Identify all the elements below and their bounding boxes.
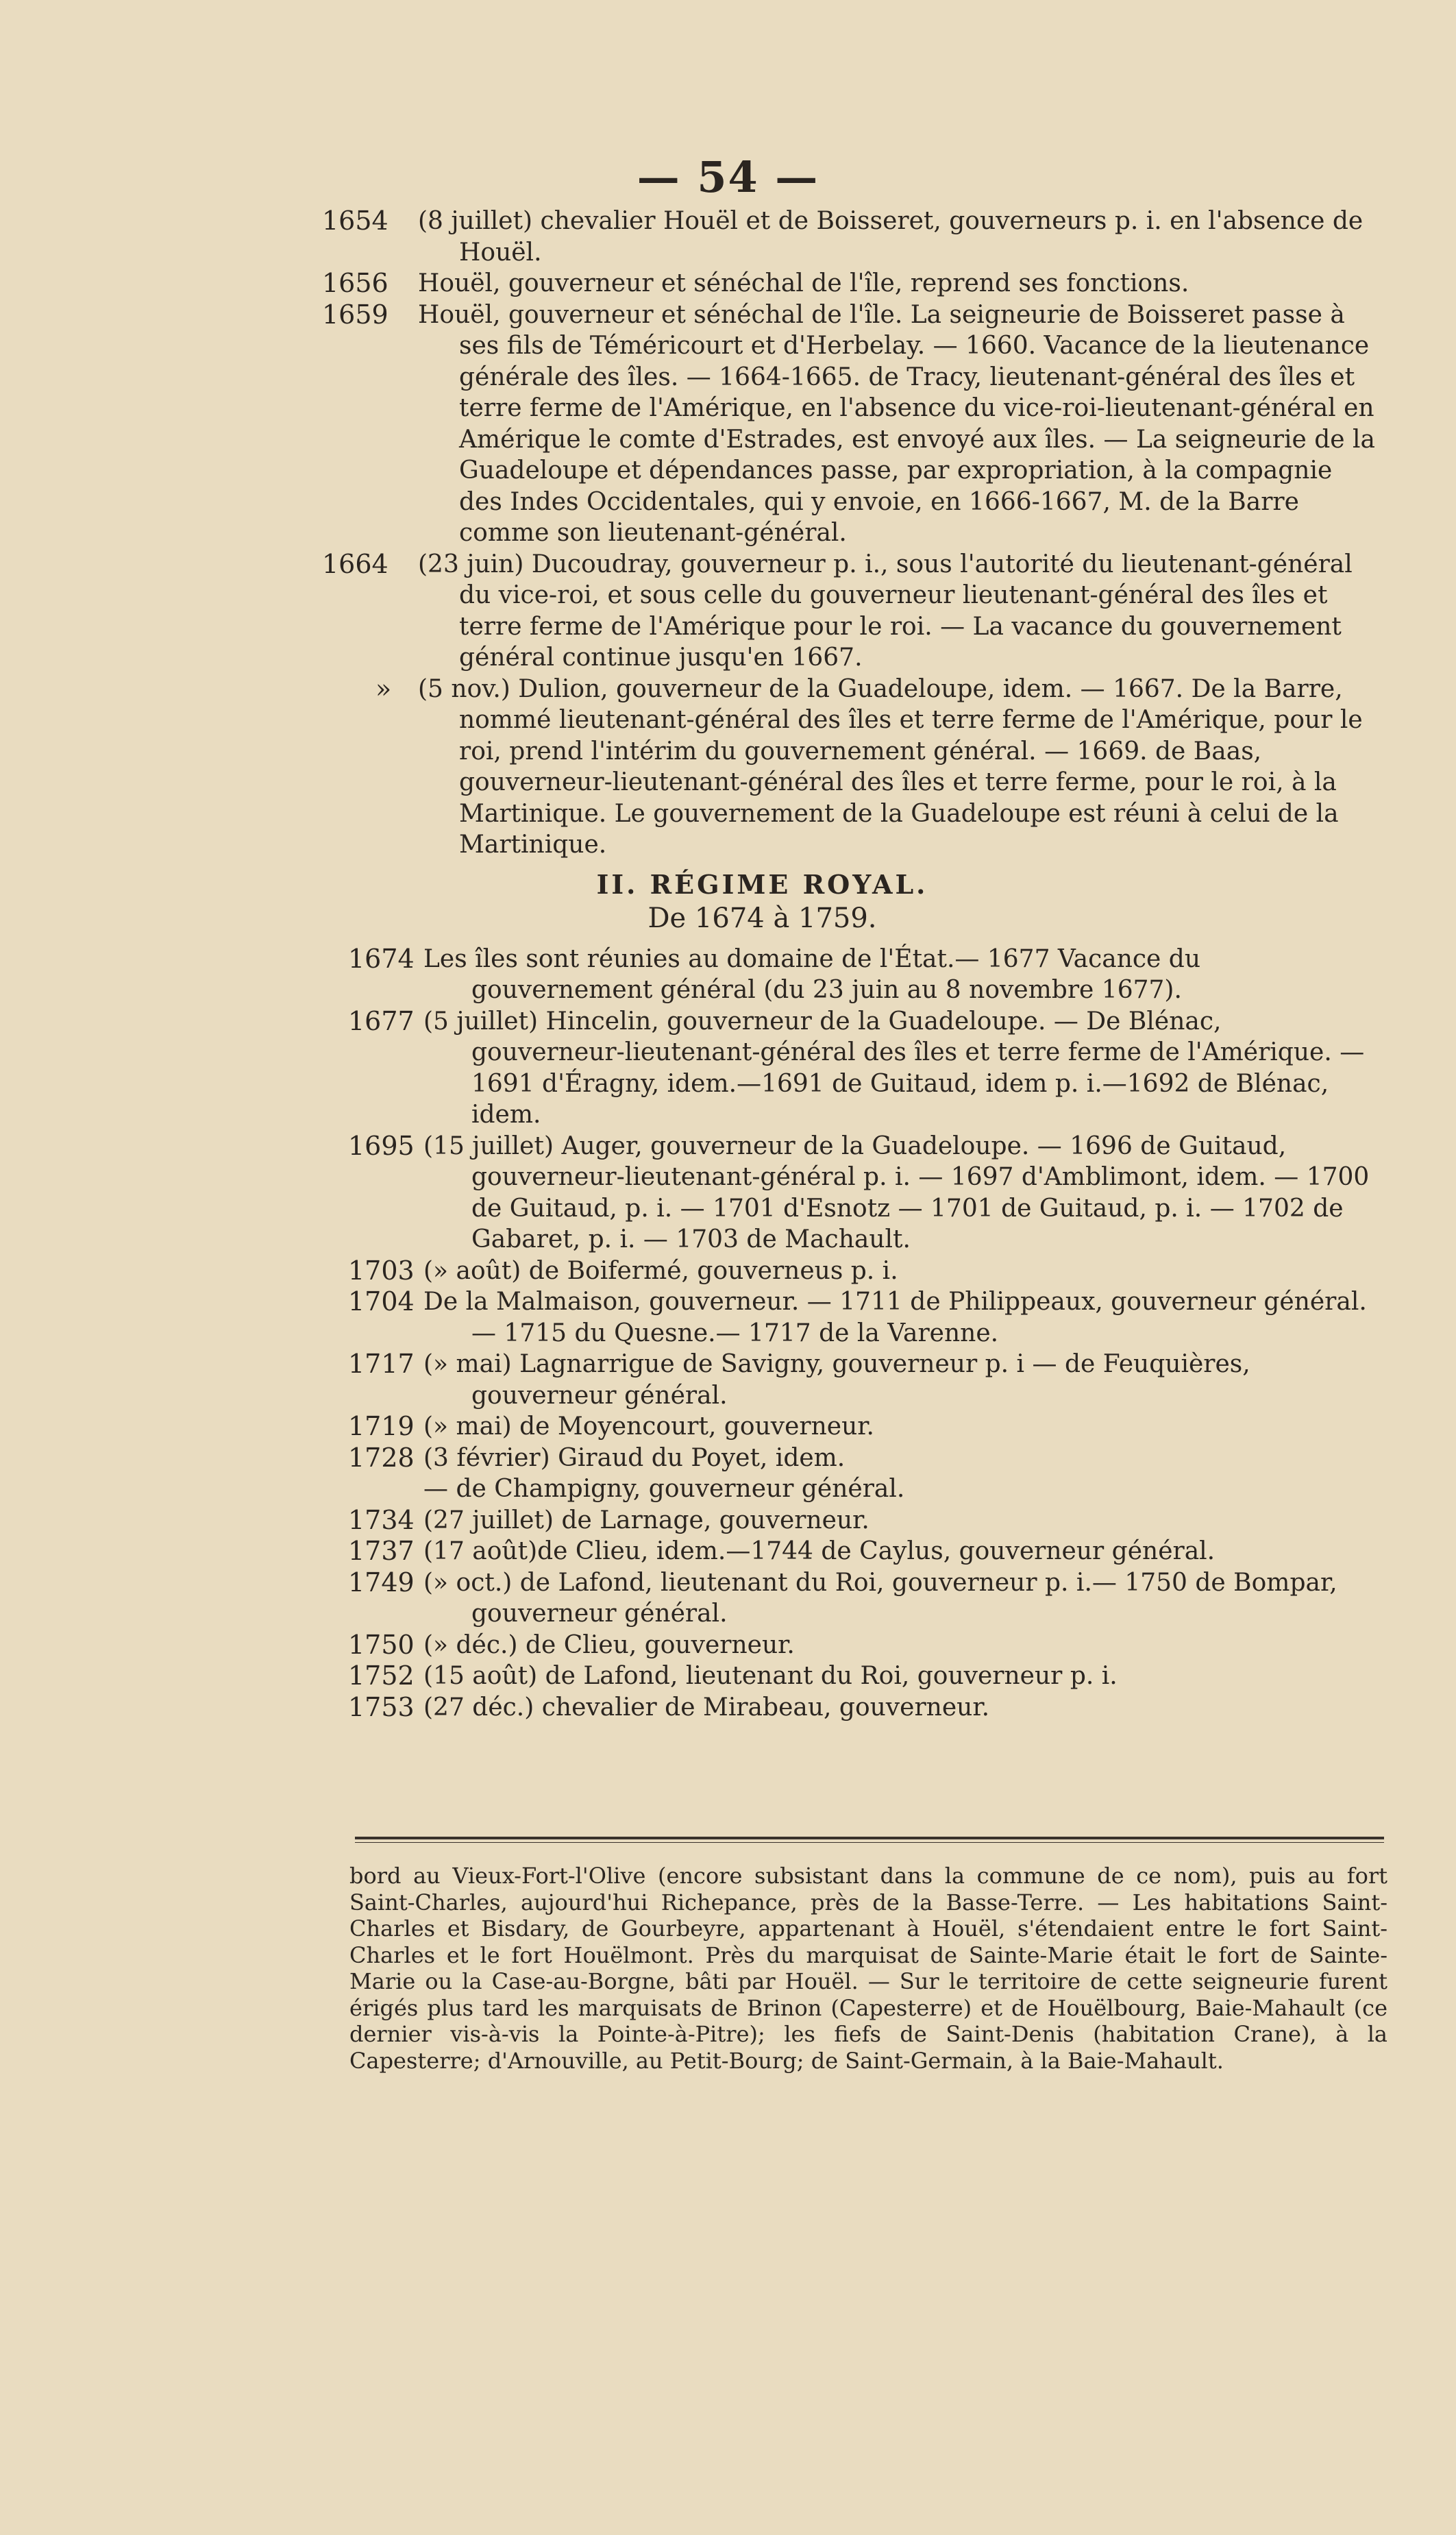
chronology-entry: [0, 1256, 1456, 1287]
entry-text: (» août) de Boifermé, gouverneus p. i.: [423, 1256, 898, 1285]
chronology-entry: [0, 944, 1456, 1006]
footnote-rule-thin: [355, 1842, 1384, 1843]
entry-year: 1659: [322, 299, 388, 330]
entry-text: (15 août) de Lafond, lieutenant du Roi, gouverneur p. i.: [423, 1662, 1118, 1690]
entry-text: — de Champigny, gouverneur général.: [423, 1475, 905, 1503]
entry-year: 1737: [348, 1536, 415, 1566]
chronology-part-2: [0, 944, 1456, 1724]
entry-year: 1656: [322, 268, 388, 298]
entry-year: 1734: [348, 1504, 415, 1535]
entry-year: 1704: [348, 1286, 415, 1317]
chronology-entry: [0, 299, 1456, 549]
entry-year: 1674: [348, 943, 415, 974]
section-heading: II. RÉGIME ROYAL.: [596, 868, 928, 900]
entry-year: 1717: [348, 1349, 415, 1379]
entry-year: 1654: [322, 206, 388, 236]
entry-text: (27 déc.) chevalier de Mirabeau, gouverneur.: [423, 1693, 990, 1722]
chronology-entry: [0, 268, 1456, 299]
entry-text: (» déc.) de Clieu, gouverneur.: [423, 1630, 795, 1659]
entry-text: (» oct.) de Lafond, lieutenant du Roi, gouverneur p. i.— 1750 de Bompar, gouverneur général.: [423, 1568, 1337, 1628]
entry-year: 1728: [348, 1442, 415, 1473]
entry-text: De la Malmaison, gouverneur. — 1711 de Philippeaux, gouverneur général. — 1715 du Quesne.— 1717 de la Varenne.: [423, 1288, 1367, 1347]
entry-text: Houël, gouverneur et sénéchal de l'île. La seigneurie de Boisseret passe à ses fils de Téméricourt et d'Herbelay. — 1660. Vacance de la lieutenance générale des îles. — 1664-1665. de Tracy, lieutenant-général des îles et terre ferme de l'Amérique, en l'absence du vice-roi-lieutenant-général en Amérique le comte d'Estrades, est envoyé aux îles. — La seigneurie de la Guadeloupe et dépendances passe, par expropriation, à la compagnie des Indes Occidentales, qui y envoie, en 1666-1667, M. de la Barre comme son lieutenant-général.: [418, 300, 1376, 547]
entry-text: (23 juin) Ducoudray, gouverneur p. i., sous l'autorité du lieutenant-général du vice-roi, et sous celle du gouverneur lieutenant-général des îles et terre ferme de l'Amérique pour le roi. — La vacance du gouvernement général continue jusqu'en 1667.: [418, 550, 1353, 672]
chronology-entry: [0, 1536, 1456, 1567]
entry-text: (8 juillet) chevalier Houël et de Boisseret, gouverneurs p. i. en l'absence de Houël.: [418, 207, 1364, 267]
page-number: — 54 —: [637, 152, 819, 202]
chronology-entry: [0, 1473, 1456, 1505]
entry-year: 1719: [348, 1411, 415, 1441]
chronology-entry: [0, 1286, 1456, 1349]
chronology-entry: [0, 1692, 1456, 1724]
entry-year: 1677: [348, 1005, 415, 1036]
chronology-entry: [0, 1661, 1456, 1692]
entry-year: 1753: [348, 1691, 415, 1722]
entry-text: Les îles sont réunies au domaine de l'État.— 1677 Vacance du gouvernement général (du 23 juin au 8 novembre 1677).: [423, 944, 1201, 1004]
chronology-entry: [0, 1411, 1456, 1443]
entry-text: (5 juillet) Hincelin, gouverneur de la Guadeloupe. — De Blénac, gouverneur-lieutenant-général des îles et terre ferme de l'Amérique. — 1691 d'Éragny, idem.—1691 de Guitaud, idem p. i.—1692 de Blénac, idem.: [423, 1007, 1365, 1129]
entry-text: (3 février) Giraud du Poyet, idem.: [423, 1443, 846, 1472]
chronology-entry: [0, 549, 1456, 674]
entry-text: (» mai) Lagnarrigue de Savigny, gouverneur p. i — de Feuquières, gouverneur général.: [423, 1350, 1250, 1410]
chronology-part-1: [0, 206, 1456, 861]
entry-year: 1750: [348, 1629, 415, 1660]
entry-year: 1752: [348, 1661, 415, 1691]
chronology-entry: [0, 1443, 1456, 1474]
entry-year: 1749: [348, 1567, 415, 1597]
chronology-entry: [0, 674, 1456, 861]
chronology-entry: [0, 206, 1456, 268]
chronology-entry: [0, 1349, 1456, 1411]
entry-text: Houël, gouverneur et sénéchal de l'île, reprend ses fonctions.: [418, 269, 1189, 297]
entry-year: »: [375, 673, 392, 704]
entry-year: 1703: [348, 1255, 415, 1286]
entry-text: (17 août)de Clieu, idem.—1744 de Caylus, gouverneur général.: [423, 1537, 1216, 1565]
entry-text: (15 juillet) Auger, gouverneur de la Guadeloupe. — 1696 de Guitaud, gouverneur-lieutenant-général p. i. — 1697 d'Amblimont, idem. — 1700 de Guitaud, p. i. — 1701 d'Esnotz — 1701 de Guitaud, p. i. — 1702 de Gabaret, p. i. — 1703 de Machault.: [423, 1131, 1370, 1253]
section-subheading: De 1674 à 1759.: [647, 902, 877, 934]
entry-text: (» mai) de Moyencourt, gouverneur.: [423, 1412, 874, 1441]
footnote-rule: [355, 1837, 1384, 1839]
chronology-entry: [0, 1630, 1456, 1661]
entry-text: (5 nov.) Dulion, gouverneur de la Guadeloupe, idem. — 1667. De la Barre, nommé lieutenant-général des îles et terre ferme de l'Amérique, pour le roi, prend l'intérim du gouvernement général. — 1669. de Baas, gouverneur-lieutenant-général des îles et terre ferme, pour le roi, à la Martinique. Le gouvernement de la Guadeloupe est réuni à celui de la Martinique.: [418, 674, 1363, 859]
footnote: bord au Vieux-Fort-l'Olive (encore subsistant dans la commune de ce nom), puis au fort Saint-Charles, aujourd'hui Richepance, près de la Basse-Terre. — Les habitations Saint-Charles et Bisdary, de Gourbeyre, appartenant à Houël, s'étendaient entre le fort Saint-Charles et le fort Houëlmont. Près du marquisat de Sainte-Marie était le fort de Sainte-Marie ou la Case-au-Borgne, bâti par Houël. — Sur le territoire de cette seigneurie furent érigés plus tard les marquisats de Brinon (Capesterre) et de Houëlbourg, Baie-Mahault (ce dernier vis-à-vis la Pointe-à-Pitre); les fiefs de Saint-Denis (habitation Crane), à la Capesterre; d'Arnouville, au Petit-Bourg; de Saint-Germain, à la Baie-Mahault.: [349, 1863, 1387, 2074]
chronology-list: [0, 206, 1456, 1723]
entry-text: (27 juillet) de Larnage, gouverneur.: [423, 1506, 869, 1534]
chronology-entry: [0, 1006, 1456, 1131]
chronology-entry: [0, 1567, 1456, 1630]
chronology-entry: [0, 1131, 1456, 1256]
entry-year: 1664: [322, 548, 388, 579]
chronology-entry: [0, 1505, 1456, 1536]
entry-year: 1695: [348, 1130, 415, 1161]
